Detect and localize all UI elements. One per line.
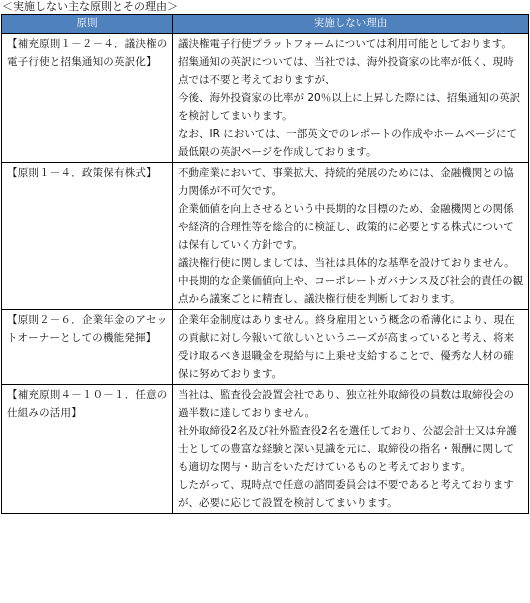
reason-paragraph: 当社は、監査役会設置会社であり、独立社外取締役の員数は取締役会の過半数に達しておりません。	[178, 389, 514, 419]
principles-table	[1, 14, 529, 514]
principle-cell: 【補充原則４－１０－１．任意の仕組みの活用】	[2, 385, 173, 514]
reason-paragraph: 議決権行使に関しましては、当社は具体的な基準を設けておりません。	[178, 257, 515, 269]
principle-cell: 【補充原則１－２－４．議決権の電子行使と招集通知の英訳化】	[2, 34, 173, 163]
reason-cell	[173, 310, 529, 385]
reason-paragraph: 今後、海外投資家の比率が 20％以上に上昇した際には、招集通知の英訳を検討してまいります。	[178, 92, 521, 122]
reason-cell	[173, 385, 529, 514]
header-reason: 実施しない理由	[173, 15, 529, 34]
reason-paragraph: なお、IR においては、一部英文でのレポートの作成やホームページにて最低限の英訳ページを作成しております。	[178, 128, 518, 158]
table-caption: ＜実施しない主な原則とその理由＞	[2, 0, 178, 13]
reason-paragraph: 中長期的な企業価値向上や、コーポレートガバナンス及び社会的責任の観点から議案ごとに精査し、議決権行使を判断しております。	[178, 275, 524, 305]
reason-paragraph: 招集通知の英訳については、当社では、海外投資家の比率が低く、現時点では不要と考えておりますが、	[178, 56, 514, 86]
reason-paragraph: 議決権電子行使プラットフォームについては利用可能としております。	[178, 38, 512, 50]
reason-paragraph: 社外取締役2名及び社外監査役2名を選任しており、公認会計士又は弁護士としての豊富な経験と深い見識を元に、取締役の指名・報酬に関しても適切な関与・助言をいただけているものと考えております。	[178, 425, 517, 473]
reason-cell	[173, 34, 529, 163]
header-principle: 原則	[2, 15, 173, 34]
reason-cell	[173, 163, 529, 310]
table-row	[2, 310, 529, 385]
reason-paragraph: 企業年金制度はありません。終身雇用という概念の希薄化により、現在の貢献に対し今報いて欲しいというニーズが高まっていると考え、将来受け取るべき退職金を現給与に上乗せ支給することで、優秀な人材の確保に努めております。	[178, 314, 515, 380]
reason-paragraph: したがって、現時点で任意の諮問委員会は不要であると考えておりますが、必要に応じて設置を検討してまいります。	[178, 479, 514, 509]
table-row	[2, 385, 529, 514]
principle-cell: 【原則２－６．企業年金のアセットオーナーとしての機能発揮】	[2, 310, 173, 385]
table-row	[2, 34, 529, 163]
reason-paragraph: 不動産業において、事業拡大、持続的発展のためには、金融機関との協力関係が不可欠です。	[178, 167, 514, 197]
header-row	[2, 15, 529, 34]
table-row	[2, 163, 529, 310]
principle-cell: 【原則１－４．政策保有株式】	[2, 163, 173, 310]
reason-paragraph: 企業価値を向上させるという中長期的な目標のため、金融機関との関係や経済的合理性等を総合的に検証し、政策的に必要とする株式については保有していく方針です。	[178, 203, 514, 251]
